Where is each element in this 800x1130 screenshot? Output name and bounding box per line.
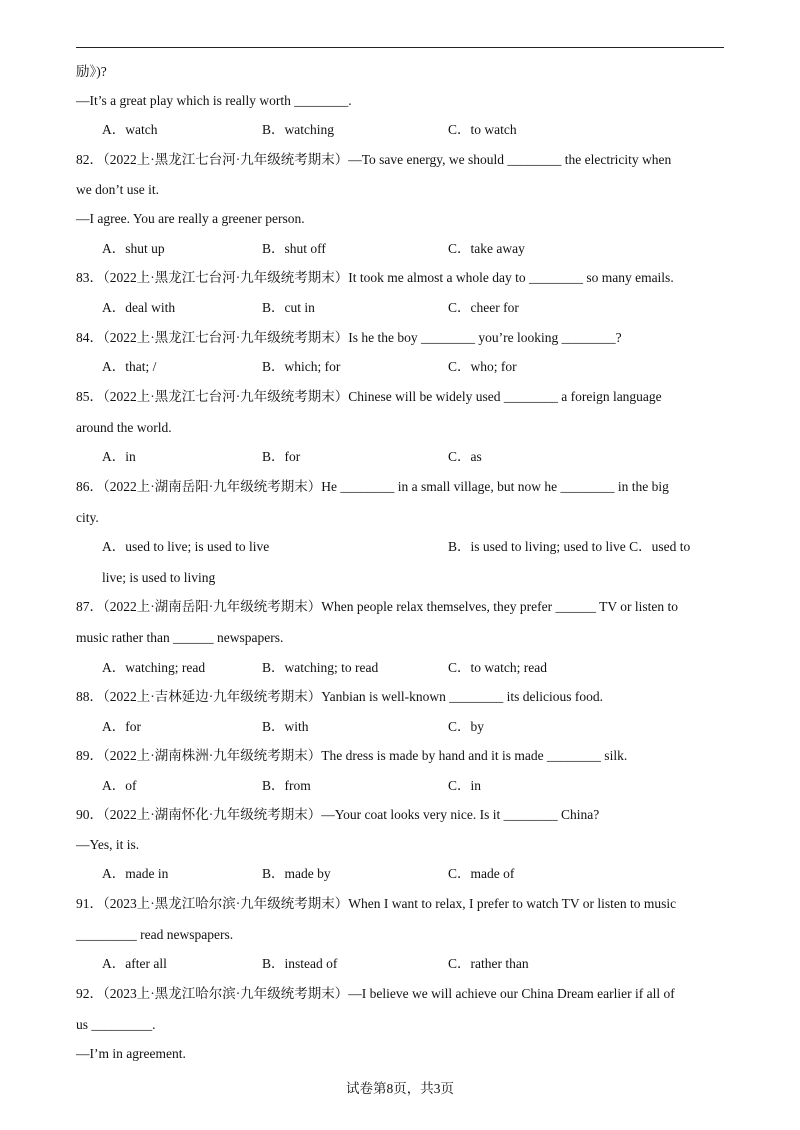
header-rule — [76, 47, 724, 48]
text-line: _________ read newspapers. — [76, 927, 234, 942]
question-92: 92．（2023上·黑龙江哈尔滨·九年级统考期末）—I believe we will achieve our China Dream earlier if all of — [76, 986, 675, 1001]
option-b: B．for — [262, 449, 301, 464]
option-c: C．take away — [448, 241, 525, 256]
option-a: A．of — [102, 778, 137, 793]
text-line: —I’m in agreement. — [76, 1046, 186, 1061]
text-line: us _________. — [76, 1017, 156, 1032]
text-line: —I agree. You are really a greener person. — [76, 211, 305, 226]
option-b: B．which; for — [262, 359, 341, 374]
option-b: B．watching; to read — [262, 660, 379, 675]
option-a: A．watching; read — [102, 660, 206, 675]
option-a: A．used to live; is used to live — [102, 539, 270, 554]
text-line: —Yes, it is. — [76, 837, 140, 852]
question-83: 83．（2022上·黑龙江七台河·九年级统考期末）It took me almost a whole day to ________ so many emails. — [76, 270, 674, 285]
question-88: 88．（2022上·吉林延边·九年级统考期末）Yanbian is well-known ________ its delicious food. — [76, 689, 603, 704]
option-a: A．that; / — [102, 359, 157, 374]
question-90: 90．（2022上·湖南怀化·九年级统考期末）—Your coat looks very nice. Is it ________ China? — [76, 807, 600, 822]
option-c: C．in — [448, 778, 482, 793]
option-a: A．shut up — [102, 241, 165, 256]
option-b: B．is used to living; used to live C．used to — [448, 539, 691, 554]
text-line: music rather than ______ newspapers. — [76, 630, 284, 645]
question-86: 86．（2022上·湖南岳阳·九年级统考期末）He ________ in a small village, but now he ________ in the big — [76, 479, 669, 494]
option-b: B．from — [262, 778, 311, 793]
text-line: —It’s a great play which is really worth ________. — [76, 93, 352, 108]
option-c: C．to watch; read — [448, 660, 547, 675]
option-a: A．watch — [102, 122, 158, 137]
question-91: 91．（2023上·黑龙江哈尔滨·九年级统考期末）When I want to relax, I prefer to watch TV or listen to music — [76, 896, 677, 911]
option-c: C．to watch — [448, 122, 517, 137]
option-b: B．instead of — [262, 956, 338, 971]
option-b: B．with — [262, 719, 309, 734]
question-89: 89．（2022上·湖南株洲·九年级统考期末）The dress is made by hand and it is made ________ silk. — [76, 748, 628, 763]
question-82: 82．（2022上·黑龙江七台河·九年级统考期末）—To save energy, we should ________ the electricity when — [76, 152, 672, 167]
option-b: B．cut in — [262, 300, 315, 315]
text-line: city. — [76, 510, 99, 525]
option-c: C．as — [448, 449, 482, 464]
option-b: B．watching — [262, 122, 334, 137]
option-b: B．shut off — [262, 241, 326, 256]
option-c-continued: live; is used to living — [102, 570, 216, 585]
question-85: 85．（2022上·黑龙江七台河·九年级统考期末）Chinese will be widely used ________ a foreign language — [76, 389, 662, 404]
option-a: A．deal with — [102, 300, 176, 315]
option-a: A．for — [102, 719, 141, 734]
option-a: A．after all — [102, 956, 167, 971]
option-c: C．by — [448, 719, 485, 734]
option-a: A．in — [102, 449, 136, 464]
text-line: we don’t use it. — [76, 182, 159, 197]
question-84: 84．（2022上·黑龙江七台河·九年级统考期末）Is he the boy ________ you’re looking ________? — [76, 330, 622, 345]
text-line: 励》)? — [76, 64, 107, 79]
option-c: C．rather than — [448, 956, 529, 971]
option-b: B．made by — [262, 866, 331, 881]
page-footer: 试卷第8页，共3页 — [346, 1081, 454, 1096]
option-c: C．who; for — [448, 359, 517, 374]
option-c: C．made of — [448, 866, 515, 881]
question-87: 87．（2022上·湖南岳阳·九年级统考期末）When people relax themselves, they prefer ______ TV or listen to — [76, 599, 679, 614]
option-c: C．cheer for — [448, 300, 519, 315]
option-a: A．made in — [102, 866, 169, 881]
text-line: around the world. — [76, 420, 172, 435]
